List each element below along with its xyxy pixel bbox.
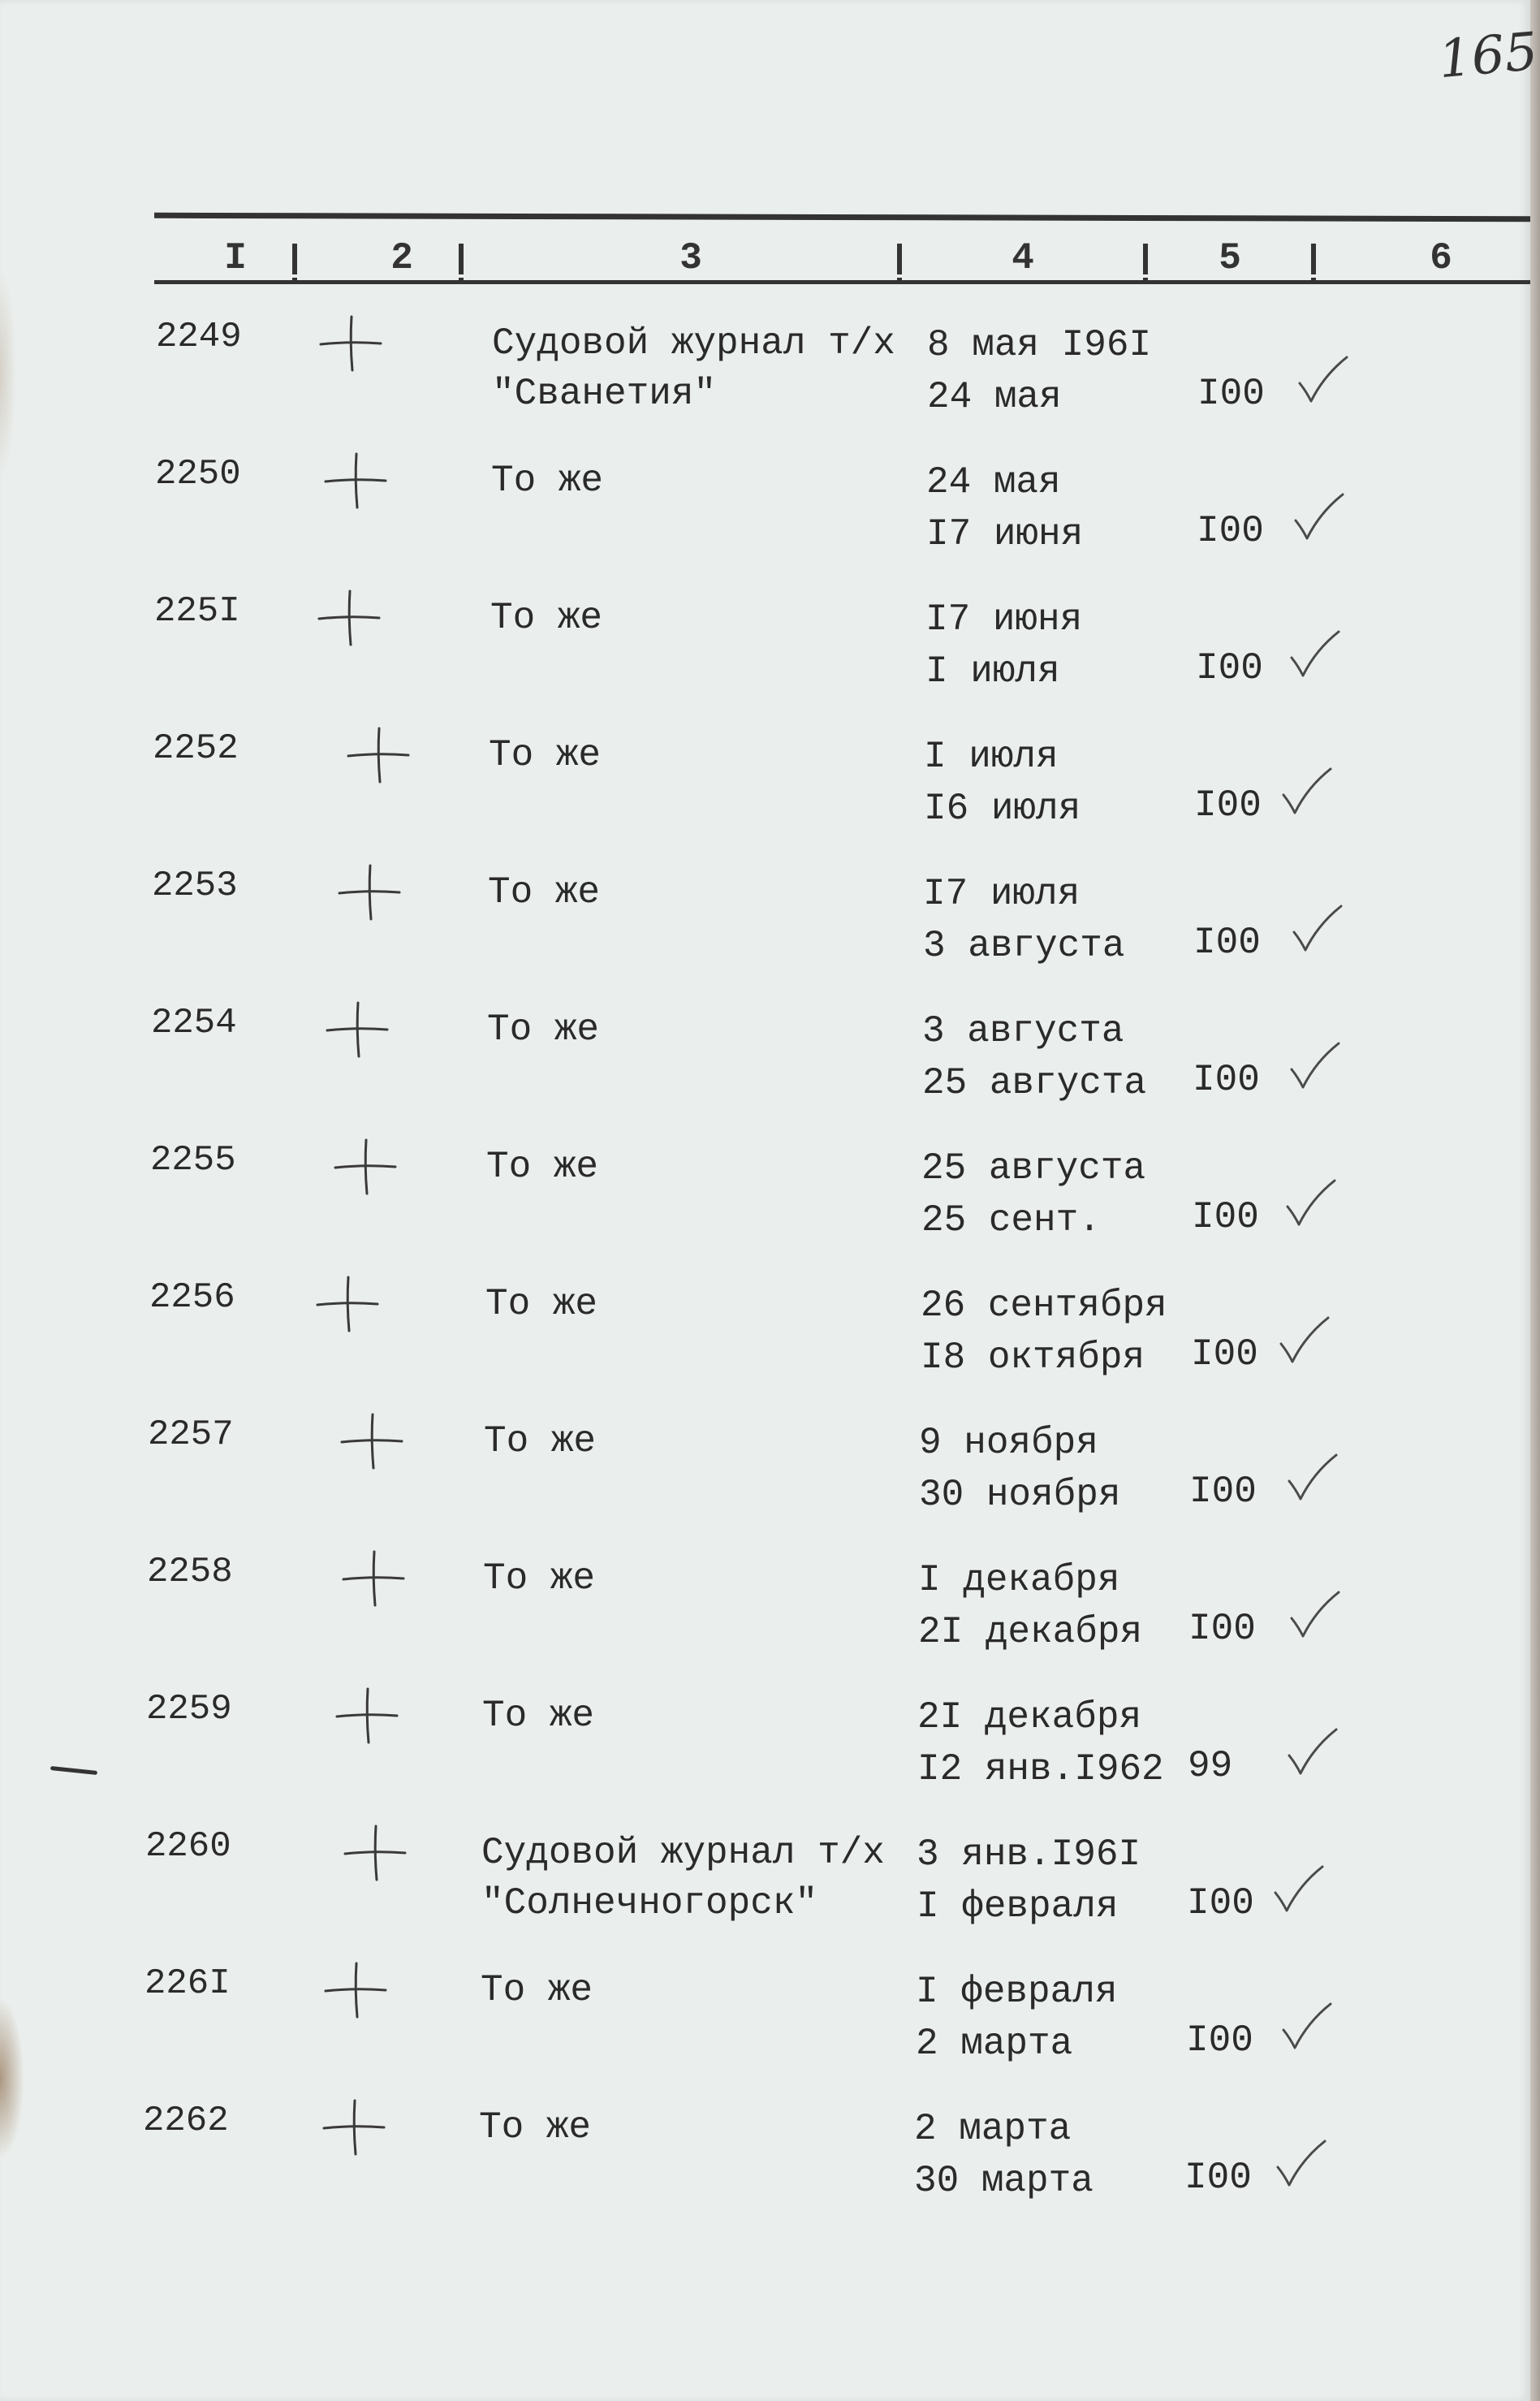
page-edge	[1530, 0, 1540, 2401]
col-header-5: 5	[1219, 237, 1241, 279]
row-title: То же	[482, 1695, 595, 1737]
row-number: 2257	[148, 1414, 234, 1455]
col-separator	[292, 244, 297, 274]
row-date: 3 августа	[922, 1010, 1124, 1052]
row-number: 2256	[149, 1277, 235, 1318]
plus-mark-icon	[319, 1957, 392, 2022]
row-date: I6 июля	[924, 788, 1081, 830]
plus-mark-icon	[342, 722, 415, 787]
row-number: 225I	[154, 591, 240, 632]
row-sheet-count: I00	[1188, 1608, 1256, 1650]
row-date: 3 янв.I96I	[917, 1833, 1141, 1876]
row-title: То же	[481, 1969, 593, 2011]
row-date: I февраля	[916, 1971, 1118, 2013]
checkmark-icon	[1273, 2136, 1330, 2193]
row-number: 2254	[151, 1003, 237, 1043]
row-date: I декабря	[918, 1559, 1120, 1601]
checkmark-icon	[1291, 490, 1348, 546]
checkmark-icon	[1284, 1450, 1341, 1507]
col-header-3: 3	[679, 237, 702, 279]
row-sheet-count: I00	[1186, 2019, 1253, 2062]
plus-mark-icon	[335, 1408, 408, 1473]
row-date: 2I декабря	[918, 1611, 1143, 1653]
row-sheet-count: I00	[1187, 1882, 1254, 1924]
row-date: 3 августа	[923, 925, 1125, 967]
plus-mark-icon	[330, 1682, 403, 1747]
plus-mark-icon	[314, 310, 387, 375]
row-number: 2260	[145, 1826, 231, 1867]
checkmark-icon	[1283, 1176, 1339, 1233]
row-date: 9 ноября	[919, 1422, 1098, 1464]
row-date: I7 июля	[923, 873, 1081, 915]
row-sheet-count: I00	[1193, 1059, 1260, 1101]
plus-mark-icon	[321, 996, 394, 1061]
col-separator	[1143, 244, 1148, 274]
plus-mark-icon	[329, 1134, 402, 1198]
row-title: Судовой журнал т/х	[492, 322, 895, 365]
row-date: I7 июня	[926, 513, 1084, 555]
row-date: 25 августа	[922, 1062, 1147, 1104]
row-title: То же	[484, 1420, 597, 1462]
row-date: 25 сент.	[921, 1199, 1101, 1242]
row-sheet-count: I00	[1196, 647, 1263, 689]
row-sheet-count: 99	[1188, 1745, 1233, 1787]
row-date: I2 янв.I962	[917, 1748, 1164, 1790]
col-header-2: 2	[390, 237, 413, 279]
row-date: I июля	[925, 650, 1060, 693]
row-date: I июля	[924, 736, 1059, 778]
row-number: 2250	[155, 454, 241, 494]
row-sheet-count: I00	[1193, 922, 1261, 964]
col-separator	[459, 244, 464, 274]
row-sheet-count: I00	[1197, 373, 1265, 415]
row-date: I февраля	[917, 1885, 1119, 1928]
row-title: То же	[487, 1008, 600, 1051]
row-title: То же	[490, 597, 603, 639]
row-date: 30 марта	[914, 2160, 1094, 2202]
row-date: 8 мая I96I	[927, 324, 1152, 366]
row-title: То же	[485, 1283, 598, 1325]
row-date: 24 мая	[927, 376, 1062, 418]
row-sheet-count: I00	[1189, 1470, 1257, 1513]
checkmark-icon	[1287, 627, 1344, 684]
checkmark-icon	[1270, 1862, 1327, 1919]
row-number: 2249	[156, 317, 242, 357]
row-title: То же	[491, 460, 604, 502]
row-sheet-count: I00	[1184, 2157, 1252, 2199]
col-header-6: 6	[1430, 237, 1452, 279]
checkmark-icon	[1276, 1313, 1333, 1370]
row-sheet-count: I00	[1191, 1333, 1258, 1375]
row-date: 2I декабря	[917, 1696, 1142, 1738]
row-title: "Солнечногорск"	[481, 1882, 818, 1924]
row-date: 30 ноября	[919, 1474, 1121, 1516]
row-date: 26 сентября	[921, 1285, 1167, 1327]
col-separator	[897, 244, 902, 274]
table-header-rule	[154, 280, 1530, 284]
checkmark-icon	[1289, 901, 1346, 958]
checkmark-icon	[1279, 1999, 1335, 2056]
row-number: 2253	[152, 866, 238, 906]
col-header-4: 4	[1012, 237, 1034, 279]
row-title: Судовой журнал т/х	[481, 1832, 885, 1874]
plus-mark-icon	[337, 1545, 410, 1610]
plus-mark-icon	[311, 1271, 384, 1336]
plus-mark-icon	[317, 2094, 390, 2159]
row-date: 2 марта	[916, 2023, 1073, 2065]
row-number: 2255	[150, 1140, 236, 1181]
checkmark-icon	[1295, 352, 1352, 409]
row-title: То же	[488, 871, 601, 913]
plus-mark-icon	[333, 859, 406, 924]
row-title: "Сванетия"	[492, 373, 717, 415]
checkmark-icon	[1279, 764, 1335, 821]
page-number: 165	[1436, 21, 1540, 91]
checkmark-icon	[1287, 1587, 1344, 1644]
row-title: То же	[486, 1146, 599, 1188]
row-number: 2262	[143, 2101, 229, 2141]
row-number: 2259	[146, 1689, 232, 1729]
row-sheet-count: I00	[1192, 1196, 1259, 1238]
row-date: I7 июня	[925, 598, 1083, 641]
plus-mark-icon	[313, 585, 386, 650]
row-date: 24 мая	[926, 461, 1061, 503]
row-number: 2252	[153, 728, 239, 769]
plus-mark-icon	[319, 447, 392, 512]
row-title: То же	[483, 1557, 596, 1600]
row-number: 2258	[147, 1552, 233, 1592]
row-date: 25 августа	[921, 1147, 1146, 1190]
row-sheet-count: I00	[1194, 784, 1262, 827]
row-sheet-count: I00	[1197, 510, 1264, 552]
col-header-1: I	[224, 237, 247, 279]
checkmark-icon	[1287, 1039, 1344, 1095]
checkmark-icon	[1284, 1725, 1341, 1781]
row-date: 2 марта	[914, 2108, 1072, 2150]
row-title: То же	[479, 2106, 592, 2148]
row-date: I8 октября	[921, 1337, 1145, 1379]
plus-mark-icon	[339, 1820, 412, 1885]
row-title: То же	[489, 734, 602, 776]
col-separator	[1311, 244, 1316, 274]
row-number: 226I	[145, 1963, 231, 2004]
